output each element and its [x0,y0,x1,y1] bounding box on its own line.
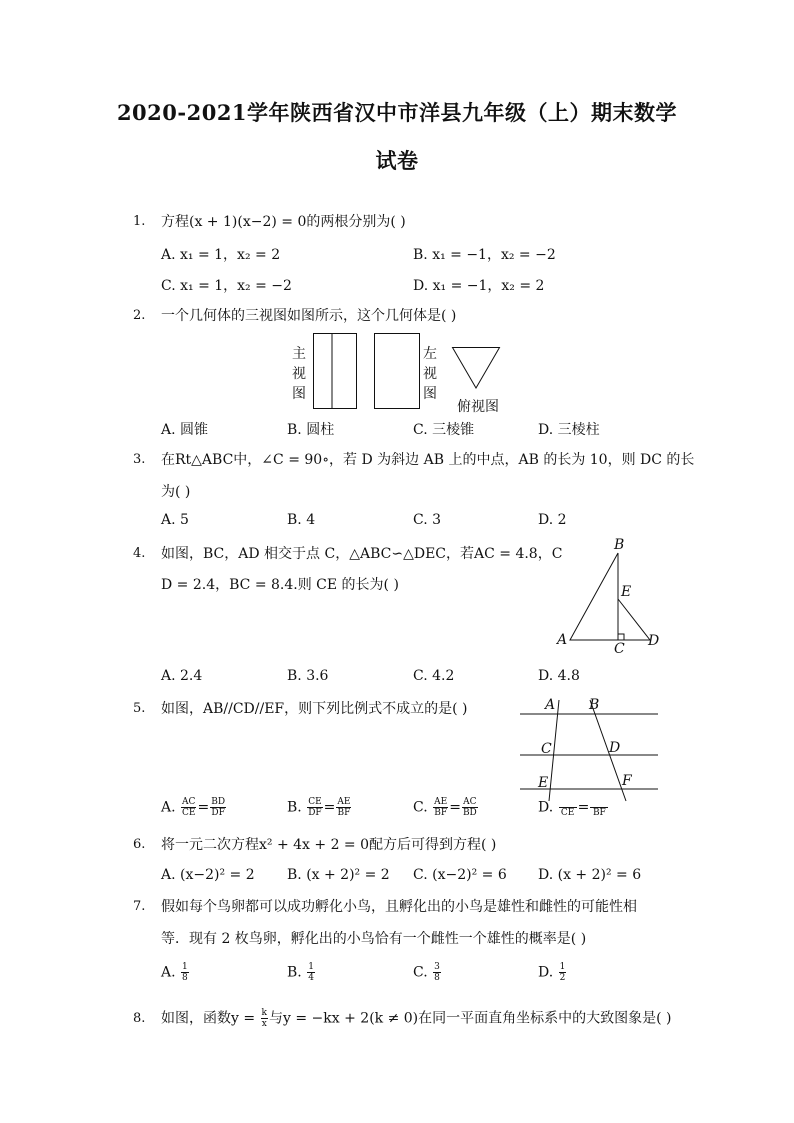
point-b-label: B [589,697,600,713]
option-a[interactable]: A. x₁ = 1，x₂ = 2 [161,247,281,263]
point-e-label: E [538,775,549,791]
question-text-cont: D = 2.4，BC = 8.4.则 CE 的长为( ) [161,577,399,593]
question-text-cont: 为( ) [161,484,191,500]
option-a[interactable]: A. 2.4 [161,668,203,684]
point-a-label: A [557,632,568,648]
denominator: BF [434,808,448,818]
fraction [590,797,608,818]
option-d[interactable]: D. 2 [538,512,567,528]
option-letter: B. [287,964,302,981]
title-line-2: 试卷 [375,148,419,173]
option-letter: D. [538,964,554,981]
top-view-triangle [452,347,500,389]
denominator: DF [308,808,322,818]
left-view-rectangle [374,333,420,409]
numerator: 1 [308,962,314,972]
denominator: DF [211,808,225,818]
option-letter: A. [161,799,176,816]
fraction [210,797,226,818]
numerator: AC [463,797,477,807]
denominator: CE [560,808,575,818]
left-view-label: 左视图 [423,346,437,402]
option-c[interactable]: C. 3 [413,512,442,528]
option-d[interactable]: D. (x + 2)² = 6 [538,867,642,883]
option-c[interactable]: C. x₁ = 1，x₂ = −2 [161,278,292,294]
question-text: 方程(x + 1)(x−2) = 0的两根分别为( ) [161,214,406,230]
option-b[interactable]: B. (x + 2)² = 2 [287,867,390,883]
numerator [590,797,608,808]
option-b[interactable] [287,962,316,983]
fraction [336,797,351,818]
fraction [181,962,189,983]
question-number: 4. [133,546,146,561]
fraction [433,962,441,983]
question-text: 如图，BC，AD 相交于点 C，△ABC∽△DEC，若AC = 4.8，C [161,546,563,562]
numerator: 1 [182,962,188,972]
denominator: 4 [308,973,314,983]
option-b[interactable]: B. $\frac{CE}{DF}$ = $\frac{AE}{BF}$ [287,797,351,818]
option-d[interactable] [538,962,567,983]
point-d-label: D [648,633,660,649]
option-b[interactable]: B. x₁ = −1，x₂ = −2 [413,247,556,263]
option-c[interactable] [413,962,442,983]
point-c-label: C [614,641,625,657]
top-view-label: 俯视图 [457,399,499,415]
question-text: 将一元二次方程x² + 4x + 2 = 0配方后可得到方程( ) [161,837,497,853]
option-b[interactable]: B. 圆柱 [287,422,335,438]
question-text: 一个几何体的三视图如图所示，这个几何体是( ) [161,308,457,324]
question-text-part: 与y = −kx + 2(k ≠ 0)在同一平面直角坐标系中的大致图象是( ) [269,1010,672,1027]
point-c-label: C [541,741,552,757]
front-view-rectangle [313,333,357,409]
option-letter: C. [413,799,428,816]
question-number: 7. [133,899,146,914]
question-number: 2. [133,308,146,323]
question-number: 1. [133,214,146,229]
denominator: 8 [434,973,440,983]
question-text: 假如每个鸟卵都可以成功孵化小鸟，且孵化出的小鸟是雄性和雌性的可能性相 [161,899,637,915]
numerator: AC [182,797,196,807]
denominator: BD [462,808,477,818]
option-letter: C. [413,964,428,981]
question-text-cont: 等．现有 2 枚鸟卵，孵化出的小鸟恰有一个雌性一个雄性的概率是( ) [161,931,587,947]
denominator: 2 [559,973,566,983]
denominator: BF [592,808,606,818]
fraction [181,797,196,818]
numerator: CE [308,797,322,807]
fraction [307,797,322,818]
point-b-label: B [614,537,625,553]
option-d[interactable]: D. 三棱柱 [538,422,600,438]
point-a-label: A [545,697,556,713]
question-text [161,1008,672,1029]
option-b[interactable]: B. 3.6 [287,668,329,684]
numerator: AE [434,797,448,807]
option-b[interactable]: B. 4 [287,512,316,528]
point-e-label: E [621,584,632,600]
option-d[interactable]: D. CE = BF [538,797,609,818]
question-number: 6. [133,837,146,852]
option-c[interactable]: C. $\frac{AE}{BF}$ = $\frac{AC}{BD}$ [413,797,477,818]
fraction [433,797,448,818]
title-line-1: 2020-2021学年陕西省汉中市洋县九年级（上）期末数学 [116,100,678,125]
fraction [559,797,577,818]
question-text: 如图，AB//CD//EF，则下列比例式不成立的是( ) [161,701,468,717]
option-a[interactable]: A. 圆锥 [161,422,209,438]
option-c[interactable]: C. 三棱锥 [413,422,475,438]
denominator: 8 [182,973,188,983]
question-number: 5. [133,701,146,716]
denominator: CE [182,808,196,818]
denominator: x [261,1019,267,1029]
option-letter: D. [538,799,554,816]
fraction [307,962,315,983]
similar-triangles-diagram [560,545,660,655]
option-letter: B. [287,799,302,816]
option-c[interactable]: C. 4.2 [413,668,455,684]
option-d[interactable]: D. x₁ = −1，x₂ = 2 [413,278,545,294]
question-number: 8. [133,1011,146,1026]
option-a[interactable]: A. (x−2)² = 2 [161,867,255,883]
option-a[interactable]: A. 5 [161,512,189,528]
option-d[interactable]: D. 4.8 [538,668,580,684]
option-a[interactable] [161,962,190,983]
numerator: 1 [559,962,566,972]
question-text: 在Rt△ABC中，∠C = 90∘，若 D 为斜边 AB 上的中点，AB 的长为 10，则 DC 的长 [161,452,695,468]
question-text-part: 如图，函数y = [161,1010,260,1027]
fraction [559,962,567,983]
point-f-label: F [622,773,632,789]
numerator: BD [211,797,226,807]
numerator [559,797,577,808]
option-letter: A. [161,964,176,981]
fraction [261,1008,268,1029]
option-c[interactable]: C. (x−2)² = 6 [413,867,507,883]
front-view-label: 主视图 [292,346,306,402]
denominator: BF [337,808,351,818]
question-number: 3. [133,452,146,467]
fraction [462,797,478,818]
numerator: 3 [434,962,440,972]
numerator: k [261,1008,268,1018]
option-a[interactable]: A. $\frac{AC}{CE}$ = $\frac{BD}{DF}$ [161,797,226,818]
point-d-label: D [609,740,621,756]
numerator: AE [337,797,351,807]
